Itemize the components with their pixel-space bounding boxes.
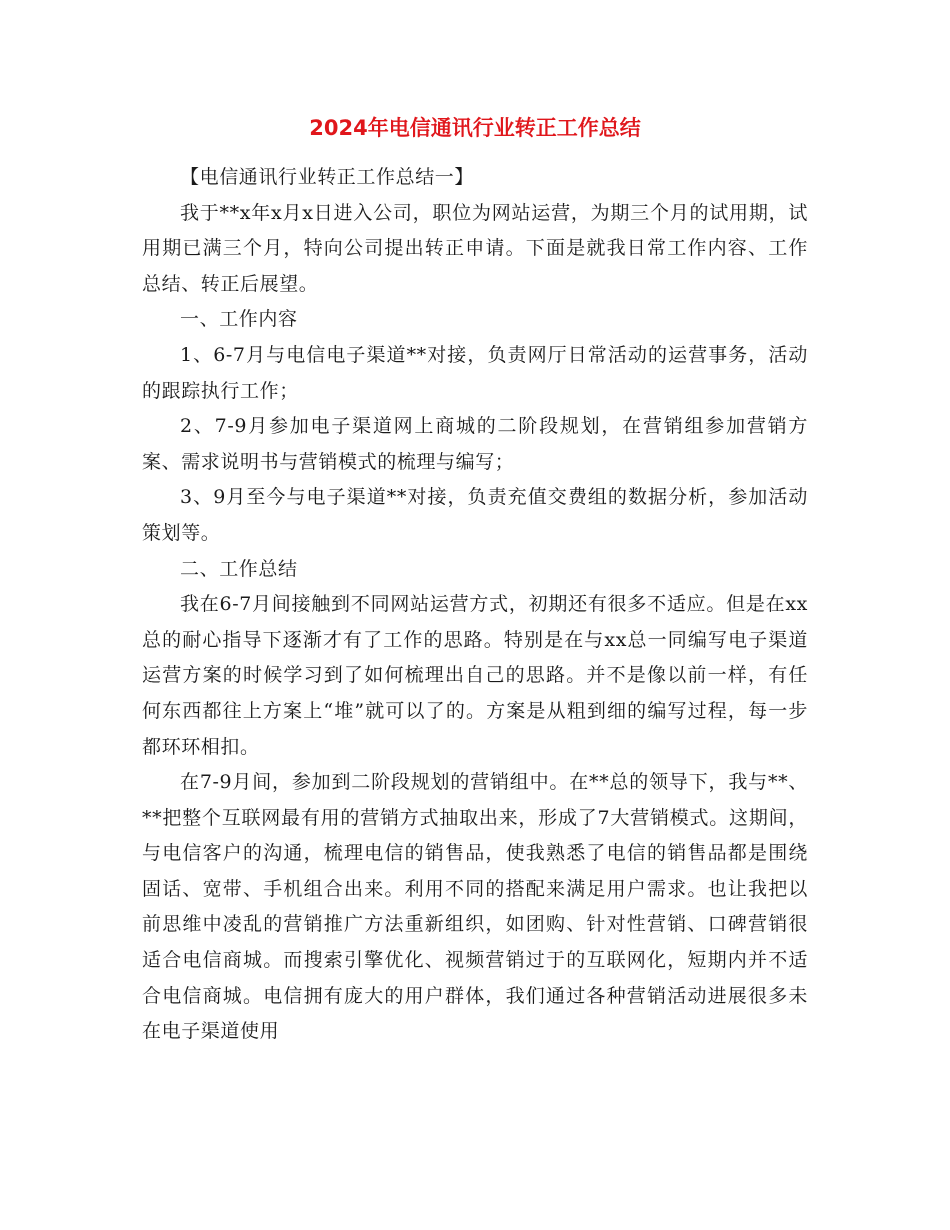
intro-paragraph: 我于**x年x月x日进入公司，职位为网站运营，为期三个月的试用期，试用期已满三个月，特向公司提出转正申请。下面是就我日常工作内容、工作总结、转正后展望。	[142, 201, 808, 295]
section-heading-work-content: 一、工作内容	[180, 308, 298, 331]
section-heading-work-summary: 二、工作总结	[180, 557, 298, 580]
section-heading-summary-one: 【电信通讯行业转正工作总结一】	[180, 166, 475, 188]
work-item-1: 1、6-7月与电信电子渠道**对接，负责网厅日常活动的运营事务，活动的跟踪执行工作；	[142, 343, 808, 402]
document-title: 2024年电信通讯行业转正工作总结	[309, 116, 641, 140]
work-item-2: 2、7-9月参加电子渠道网上商城的二阶段规划，在营销组参加营销方案、需求说明书与营销模式的梳理与编写；	[142, 415, 808, 473]
summary-paragraph-1: 我在6-7月间接触到不同网站运营方式，初期还有很多不适应。但是在xx总的耐心指导下逐渐才有了工作的思路。特别是在与xx总一同编写电子渠道运营方案的时候学习到了如何梳理出自己的思路。并不是像以前一样，有任何东西都往上方案上“堆”就可以了的。方案是从粗到细的编写过程，每一步都环环相扣。	[142, 593, 808, 758]
document-body	[142, 160, 808, 1050]
summary-paragraph-2: 在7-9月间，参加到二阶段规划的营销组中。在**总的领导下，我与**、**把整个互联网最有用的营销方式抽取出来，形成了7大营销模式。这期间，与电信客户的沟通，梳理电信的销售品，使我熟悉了电信的销售品都是围绕固话、宽带、手机组合出来。利用不同的搭配来满足用户需求。也让我把以前思维中凌乱的营销推广方法重新组织，如团购、针对性营销、口碑营销很适合电信商城。而搜索引擎优化、视频营销过于的互联网化，短期内并不适合电信商城。电信拥有庞大的用户群体，我们通过各种营销活动进展很多未在电子渠道使用	[142, 771, 808, 1043]
work-item-3: 3、9月至今与电子渠道**对接，负责充值交费组的数据分析，参加活动策划等。	[142, 486, 808, 544]
